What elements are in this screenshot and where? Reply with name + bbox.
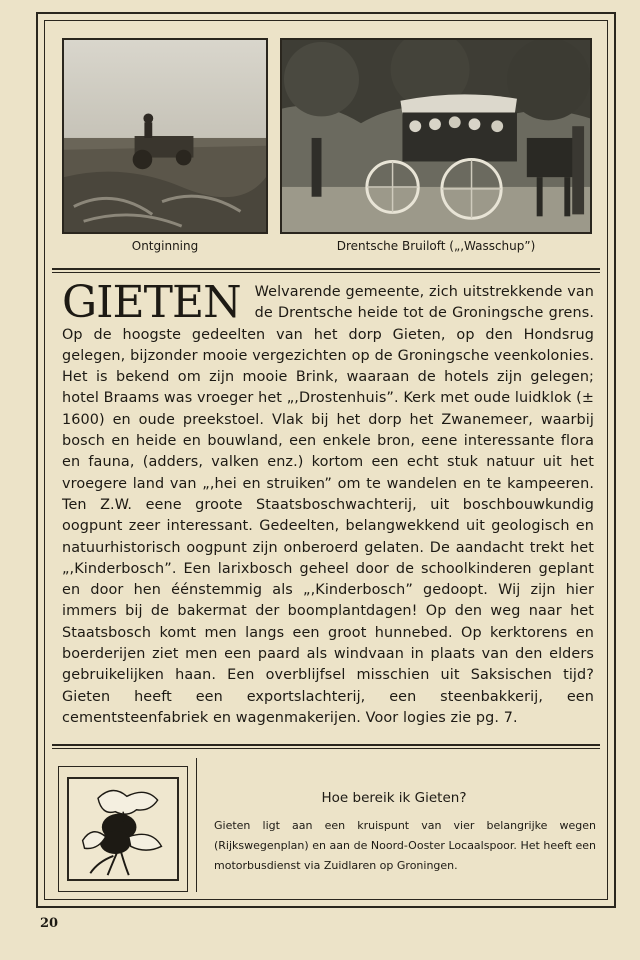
divider: [52, 268, 600, 270]
tractor-plowing-image: [64, 40, 266, 232]
page-number: 20: [40, 916, 59, 931]
photo-caption-2: Drentsche Bruiloft („,Wasschup”): [336, 239, 536, 253]
vertical-divider: [196, 758, 197, 892]
divider: [52, 748, 600, 749]
photo-bruiloft: [280, 38, 592, 234]
wedding-carriage-image: [282, 40, 590, 232]
article-body: Welvarende gemeente, zich uitstrekkende van de Drentsche heide tot de Groningsche grens. Op de hoogste gedeelten van het dorp Gieten, op den Hondsrug gelegen, bijzonder mooie vergezichten op de Groningsche veenkolonies. Het is bekend om zijn mooie Brink, waaraan de hotels zijn gelegen; hotel Braams was vroeger het „,Drostenhuis”. Kerk met oude luidklok (± 1600) en oude preekstoel. Vlak bij het dorp het Zwanemeer, waarbij bosch en heide en bouwland, een enkele bron, eene interessante flora en fauna, (adders, valken enz.) kortom een echt stuk natuur uit het vroegere land van „,hei en struiken” om te wandelen en te kampeeren. Ten Z.W. eene groote Staatsboschwachterij, uit boschbouwkundig oogpunt zeer interessant. Gedeelten, belangwekkend uit geologisch en natuurhistorisch oogpunt zijn onberoerd gelaten. De aandacht trekt het „,Kinderbosch”. Een larixbosch geheel door de schoolkinderen geplant en door hen éénstemmig als „,Kinderbosch” gedoopt. Wij zijn hier immers bij de bakermat der boomplantdagen! Op den weg naar het Staatsbosch komt men langs een groot hunnebed. Op kerktorens en boerderijen ziet men een paard als windvaan in plaats van den elders gebruikelijken haan. Een overblijfsel misschien uit Saksischen tijd? Gieten heeft een exportslachterij, een steenbakkerij, een cementsteenfabriek en wagenmakerijen. Voor logies zie pg. 7.: [62, 284, 594, 726]
photo-ontginning: [62, 38, 268, 234]
flower-icon: [69, 779, 177, 879]
divider: [52, 272, 600, 273]
photo-caption-1: Ontginning: [131, 239, 199, 253]
flower-illustration: [67, 777, 179, 881]
article: [62, 277, 594, 729]
directions-body: Gieten ligt aan een kruispunt van vier belangrijke wegen (Rijkswegenplan) en aan de Noord-Ooster Locaalspoor. Het heeft een motorbusdienst via Zuidlaren op Groningen.: [214, 819, 596, 872]
flower-illustration-box: [58, 766, 188, 892]
article-title: GIETEN: [62, 277, 241, 328]
directions-title: Hoe bereik ik Gieten?: [321, 790, 467, 806]
divider: [52, 744, 600, 746]
page-border: [36, 12, 616, 908]
